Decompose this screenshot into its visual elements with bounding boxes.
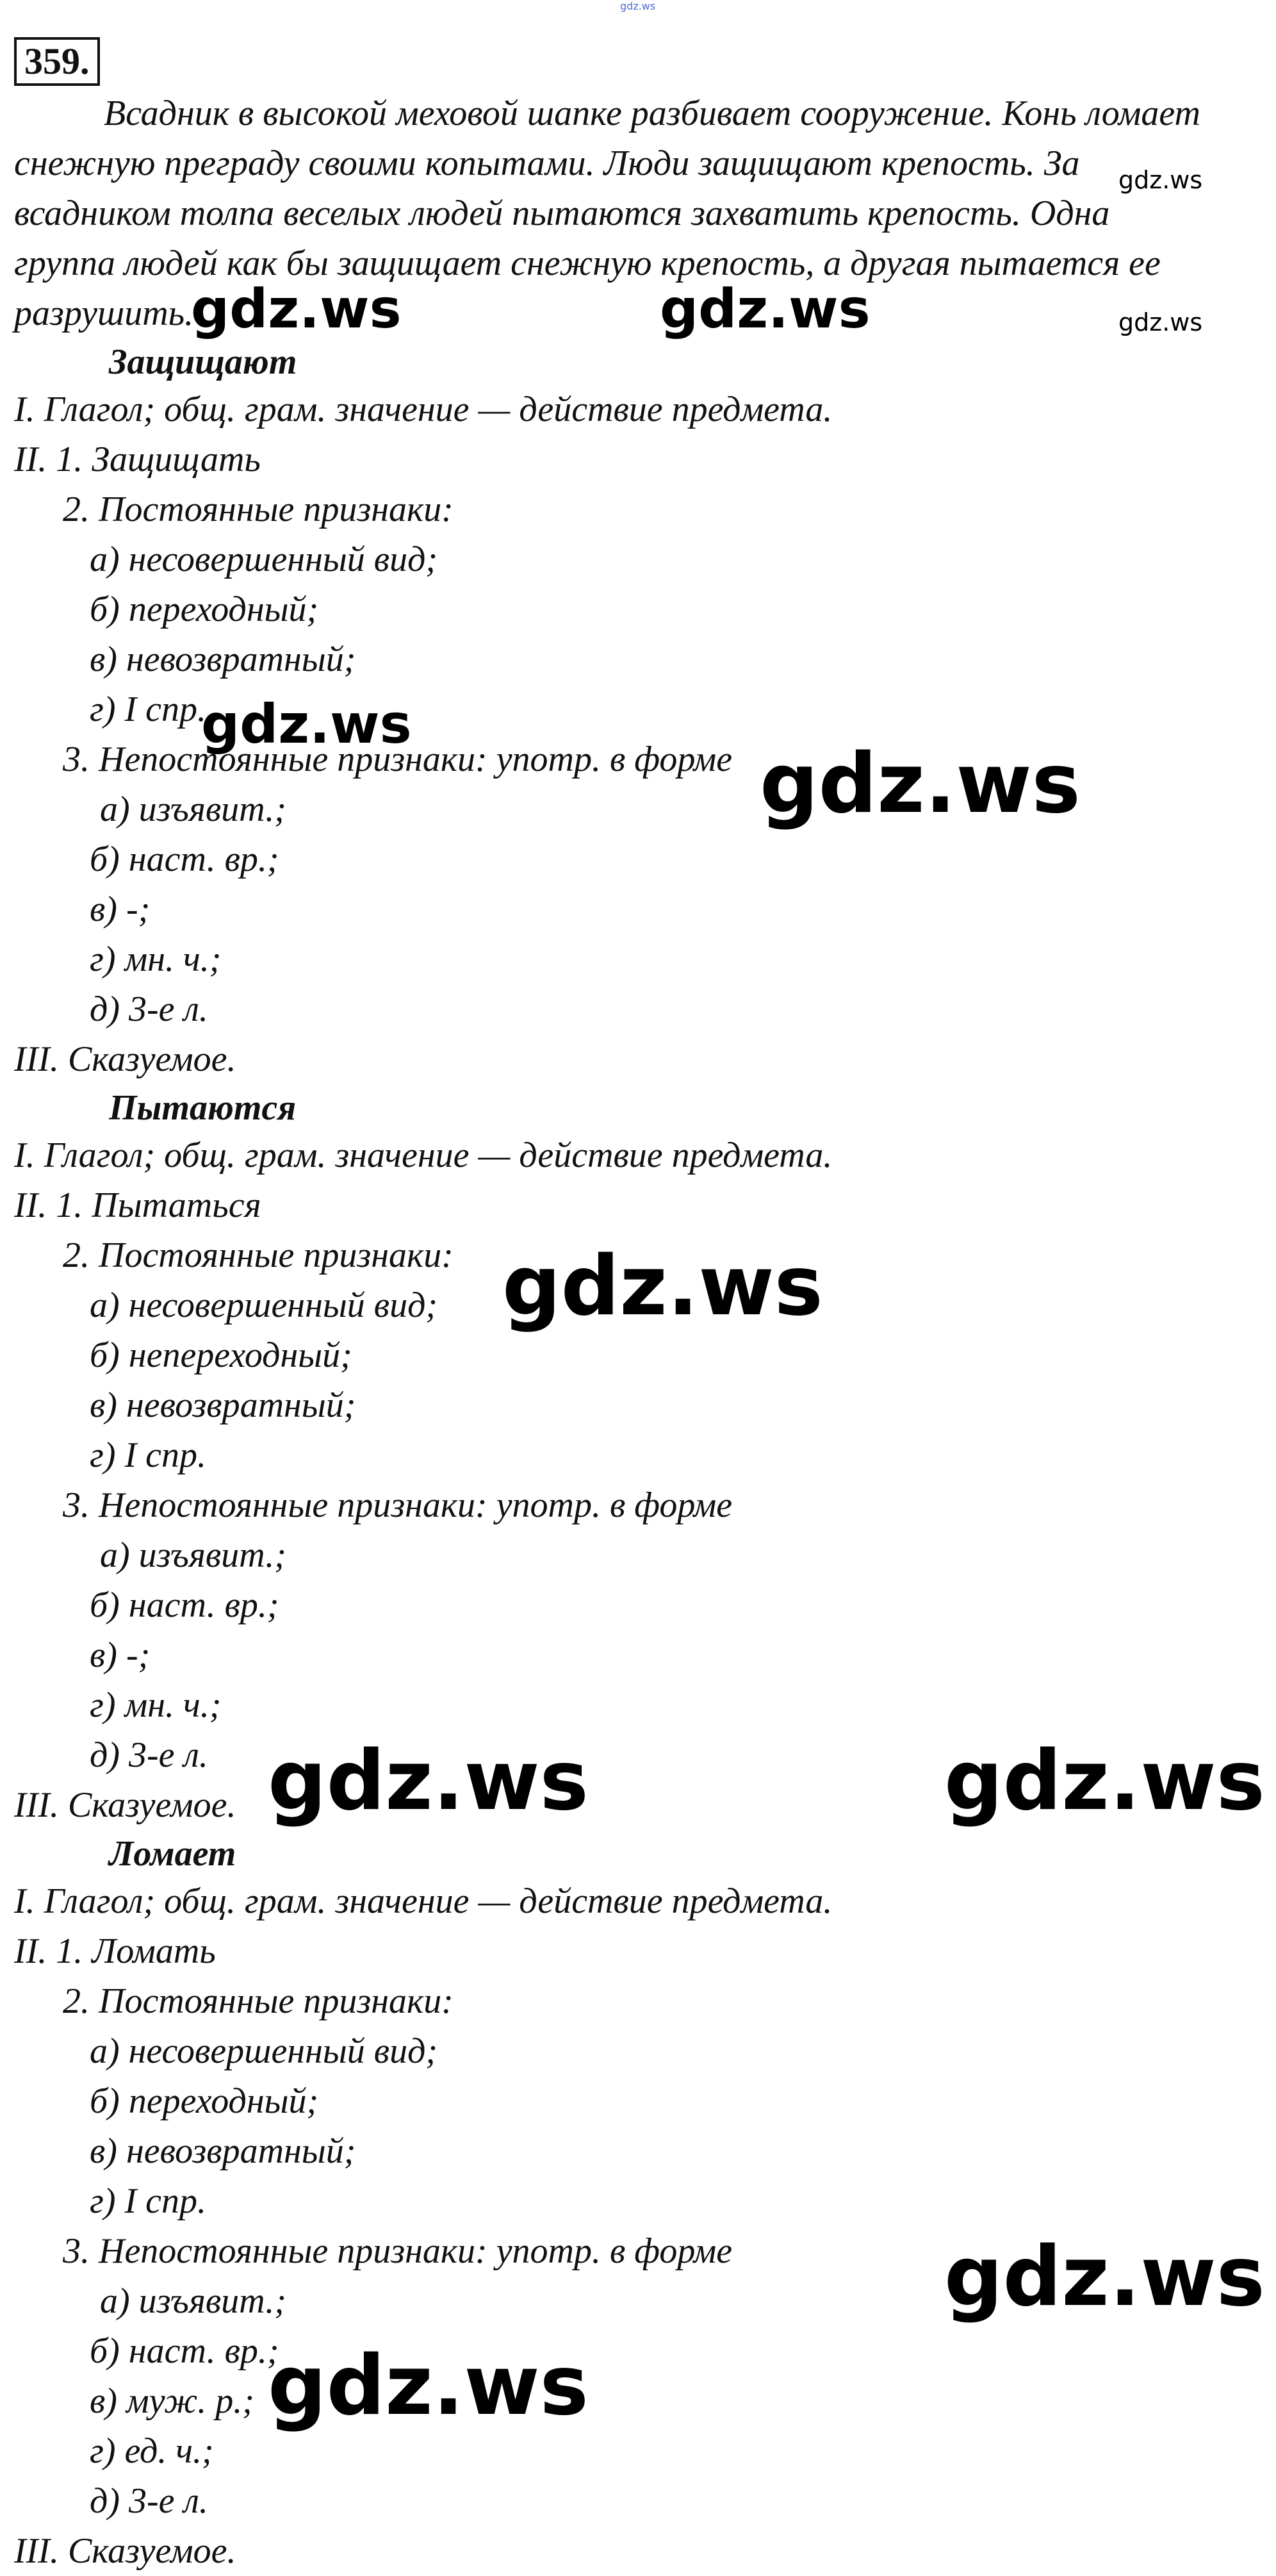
analysis-line: г) мн. ч.;: [90, 939, 222, 979]
analysis-line: г) ед. ч.;: [90, 2431, 214, 2471]
analysis-line: II. 1. Пытаться: [14, 1185, 261, 1225]
analysis-word-2: Пытаются: [109, 1088, 297, 1128]
watermark-top: gdz.ws: [620, 0, 656, 12]
analysis-line: а) изъявит.;: [100, 2281, 286, 2321]
watermark: gdz.ws: [760, 736, 1081, 832]
analysis-line: 3. Непостоянные признаки: употр. в форме: [63, 739, 733, 779]
analysis-line: б) наст. вр.;: [90, 2331, 279, 2371]
analysis-line: в) -;: [90, 1635, 151, 1675]
analysis-line: III. Сказуемое.: [14, 1039, 236, 1079]
analysis-line: 3. Непостоянные признаки: употр. в форме: [63, 1485, 733, 1525]
analysis-line: б) наст. вр.;: [90, 1585, 279, 1625]
analysis-line: д) 3-е л.: [90, 1735, 208, 1775]
watermark: gdz.ws: [944, 1733, 1265, 1829]
analysis-line: I. Глагол; общ. грам. значение — действие предмета.: [14, 1881, 833, 1921]
task-number: 359.: [14, 37, 100, 86]
analysis-word-3: Ломает: [109, 1834, 236, 1874]
analysis-line: в) невозвратный;: [90, 1385, 356, 1425]
watermark: gdz.ws: [660, 277, 871, 340]
analysis-line: д) 3-е л.: [90, 989, 208, 1029]
intro-line-5: разрушить.: [14, 293, 194, 333]
analysis-line: б) наст. вр.;: [90, 839, 279, 879]
analysis-line: в) невозвратный;: [90, 2131, 356, 2171]
analysis-line: г) I спр.: [90, 2181, 206, 2221]
analysis-line: г) I спр.: [90, 1435, 206, 1475]
intro-line-2: снежную преграду своими копытами. Люди защищают крепость. За: [14, 144, 1080, 183]
analysis-line: г) I спр.: [90, 689, 206, 729]
analysis-line: б) переходный;: [90, 590, 319, 629]
analysis-line: II. 1. Защищать: [14, 440, 261, 479]
intro-line-1: Всадник в высокой меховой шапке разбивает сооружение. Конь ломает: [104, 94, 1200, 133]
analysis-line: б) переходный;: [90, 2081, 319, 2121]
analysis-line: 2. Постоянные признаки:: [63, 490, 454, 529]
watermark: gdz.ws: [1118, 308, 1203, 336]
analysis-line: г) мн. ч.;: [90, 1685, 222, 1725]
analysis-line: 2. Постоянные признаки:: [63, 1981, 454, 2021]
analysis-line: а) несовершенный вид;: [90, 540, 438, 579]
analysis-line: III. Сказуемое.: [14, 1785, 236, 1825]
analysis-word-1: Защищают: [109, 342, 297, 382]
analysis-line: 3. Непостоянные признаки: употр. в форме: [63, 2231, 733, 2271]
watermark: gdz.ws: [944, 2229, 1265, 2325]
analysis-line: а) изъявит.;: [100, 789, 286, 829]
analysis-line: в) -;: [90, 889, 151, 929]
analysis-line: а) изъявит.;: [100, 1535, 286, 1575]
analysis-line: д) 3-е л.: [90, 2481, 208, 2521]
intro-line-4: группа людей как бы защищает снежную крепость, а другая пытается ее: [14, 244, 1161, 283]
analysis-line: I. Глагол; общ. грам. значение — действие предмета.: [14, 1135, 833, 1175]
watermark: gdz.ws: [268, 1733, 589, 1829]
analysis-line: 2. Постоянные признаки:: [63, 1235, 454, 1275]
watermark: gdz.ws: [268, 2338, 589, 2434]
watermark: gdz.ws: [502, 1239, 823, 1334]
watermark: gdz.ws: [191, 277, 402, 340]
analysis-line: II. 1. Ломать: [14, 1931, 216, 1971]
watermark: gdz.ws: [201, 693, 412, 755]
analysis-line: а) несовершенный вид;: [90, 2031, 438, 2071]
analysis-line: III. Сказуемое.: [14, 2531, 236, 2571]
watermark: gdz.ws: [1118, 166, 1203, 194]
analysis-line: а) несовершенный вид;: [90, 1285, 438, 1325]
analysis-line: б) непереходный;: [90, 1335, 352, 1375]
analysis-line: в) муж. р.;: [90, 2381, 254, 2421]
analysis-line: I. Глагол; общ. грам. значение — действие предмета.: [14, 390, 833, 429]
analysis-line: в) невозвратный;: [90, 640, 356, 679]
intro-line-3: всадником толпа веселых людей пытаются захватить крепость. Одна: [14, 194, 1110, 233]
